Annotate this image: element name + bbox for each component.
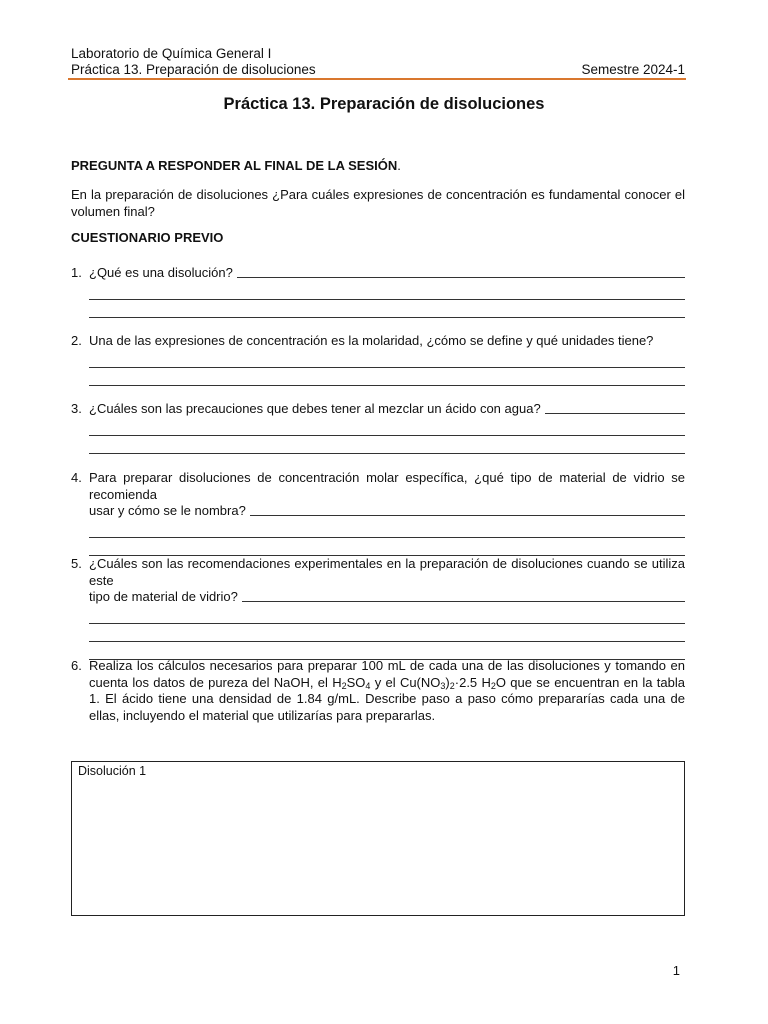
answer-line[interactable] bbox=[237, 265, 685, 278]
answer-box-label: Disolución 1 bbox=[78, 764, 147, 778]
page-title: Práctica 13. Preparación de disoluciones bbox=[223, 95, 545, 113]
question-5: 5. ¿Cuáles son las recomendaciones experimentales en la preparación de disoluciones cuando se utiliza este tipo de material de vidrio? bbox=[71, 556, 685, 660]
header-rule bbox=[68, 78, 686, 80]
answer-line[interactable] bbox=[89, 302, 685, 318]
answer-line[interactable] bbox=[89, 370, 685, 386]
course-name: Laboratorio de Química General I bbox=[71, 46, 272, 61]
answer-line[interactable] bbox=[89, 608, 685, 624]
session-question-heading: PREGUNTA A RESPONDER AL FINAL DE LA SESIÓN. bbox=[71, 158, 401, 173]
page-header bbox=[71, 46, 685, 78]
answer-line[interactable] bbox=[89, 352, 685, 368]
answer-line[interactable] bbox=[242, 589, 685, 602]
question-6: 6. Realiza los cálculos necesarios para preparar 100 mL de cada una de las disoluciones y tomando en cuenta los datos de pureza del NaOH, el $H_2SO_4$ y el $Cu(NO_3)_2\cdot 2.5$ $H_2O$ que se encuentran en la tabla 1. El ácido tiene una densidad de 1.84 g/mL. Describe paso a paso cómo prepararías cada una de ellas, incluyendo el material que utilizarías para prepararlas. bbox=[71, 658, 685, 723]
answer-box-disolucion-1[interactable] bbox=[71, 761, 685, 916]
header-row bbox=[71, 62, 685, 78]
question-3: 3. ¿Cuáles son las precauciones que debes tener al mezclar un ácido con agua? bbox=[71, 401, 685, 454]
answer-line[interactable] bbox=[250, 503, 685, 516]
page-number: 1 bbox=[672, 963, 680, 978]
answer-line[interactable] bbox=[89, 438, 685, 454]
answer-line[interactable] bbox=[89, 522, 685, 538]
answer-line[interactable] bbox=[89, 626, 685, 642]
answer-line[interactable] bbox=[89, 540, 685, 556]
question-4: 4. Para preparar disoluciones de concentración molar específica, ¿qué tipo de material de vidrio se recomienda usar y cómo se le nombra? bbox=[71, 470, 685, 556]
semester: Semestre 2024-1 bbox=[581, 62, 685, 77]
session-question: En la preparación de disoluciones ¿Para cuáles expresiones de concentración es fundamental conocer el volumen final? bbox=[71, 187, 685, 219]
answer-line[interactable] bbox=[89, 284, 685, 300]
answer-line[interactable] bbox=[545, 401, 685, 414]
question-2: 2. Una de las expresiones de concentración es la molaridad, ¿cómo se define y qué unidades tiene? bbox=[71, 333, 685, 386]
practice-name: Práctica 13. Preparación de disoluciones bbox=[71, 62, 316, 77]
answer-line[interactable] bbox=[89, 420, 685, 436]
question-1: 1. ¿Qué es una disolución? bbox=[71, 265, 685, 318]
questionnaire-heading: CUESTIONARIO PREVIO bbox=[71, 230, 224, 245]
